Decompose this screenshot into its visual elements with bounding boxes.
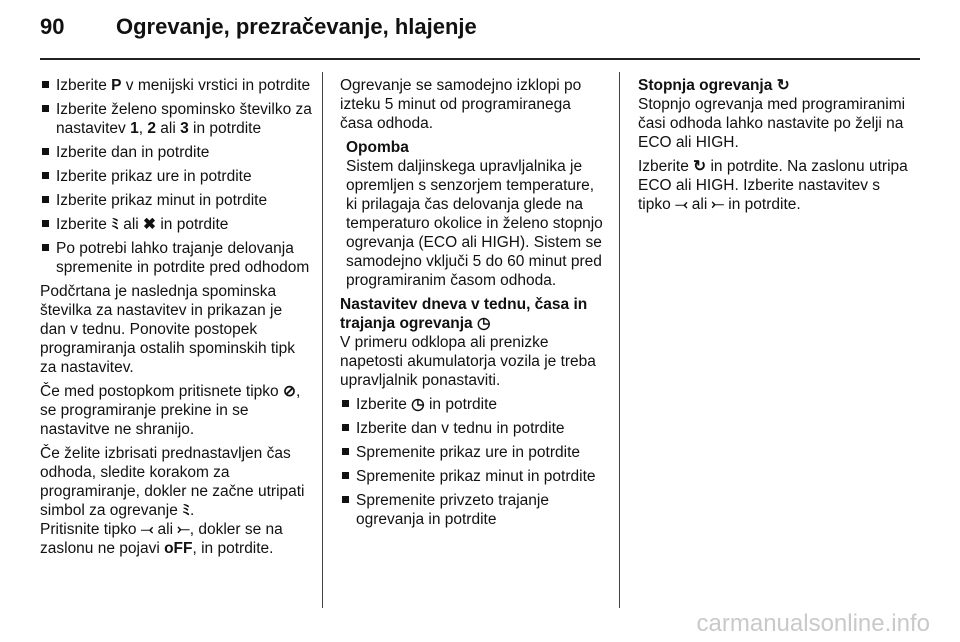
- list-item: Spremenite prikaz ure in potrdite: [340, 443, 606, 462]
- list-item: Izberite dan v tednu in potrdite: [340, 419, 606, 438]
- page-header: [40, 14, 477, 54]
- right-arrow-icon: ⤚: [177, 521, 190, 538]
- heating-icon: ﾐ: [182, 502, 190, 519]
- clock-icon: ◷: [476, 315, 491, 332]
- heating-level-icon: ↻: [693, 158, 707, 175]
- list-item: Spremenite privzeto trajanje ogrevanja in potrdite: [340, 491, 606, 529]
- paragraph: Stopnjo ogrevanja med programiranimi časi odhoda lahko nastavite po želji na ECO ali HIGH.: [638, 96, 906, 151]
- heating-level-icon: ↻: [776, 77, 790, 94]
- column-divider-2: [619, 72, 620, 608]
- note-text: Sistem daljinskega upravljalnika je opremljen s senzorjem temperature, ki prilagaja čas delovanja glede na temperaturo okolice in želeno stopnjo ogrevanja (ECO ali HIGH). Sistem se samodejno vključi 5 do 60 minut pred programiranim časom odhoda.: [346, 158, 603, 289]
- list-item: Izberite dan in potrdite: [40, 143, 312, 162]
- page-title: Ogrevanje, prezračevanje, hlajenje: [116, 14, 477, 39]
- paragraph: Pritisnite tipko ⤙ ali ⤚, dokler se na zaslonu ne pojavi oFF, in potrdite.: [40, 521, 283, 557]
- paragraph: V primeru odklopa ali prenizke napetosti akumulatorja vozila je treba upravljalnik ponastaviti.: [340, 334, 596, 389]
- left-arrow-icon: ⤙: [675, 196, 688, 213]
- list-item: Po potrebi lahko trajanje delovanja spremenite in potrdite pred odhodom: [40, 239, 312, 277]
- heating-icon: ﾐ: [111, 216, 119, 233]
- column-2: [340, 76, 606, 534]
- list-item: Spremenite prikaz minut in potrdite: [340, 467, 606, 486]
- section-heading: Stopnja ogrevanja ↻: [638, 77, 790, 94]
- right-arrow-icon: ⤚: [711, 196, 724, 213]
- list-item: Izberite ◷ in potrdite: [340, 395, 606, 414]
- paragraph: Če med postopkom pritisnete tipko ⊘, se programiranje prekine in se nastavitve ne shranijo.: [40, 383, 301, 438]
- fan-icon: ✖: [143, 216, 157, 233]
- list-item: Izberite prikaz minut in potrdite: [40, 191, 312, 210]
- paragraph: Izberite ↻ in potrdite. Na zaslonu utripa ECO ali HIGH. Izberite nastavitev s tipko ⤙ ali ⤚ in potrdite.: [638, 158, 908, 213]
- paragraph: Podčrtana je naslednja spominska številka za nastavitev in prikazan je dan v tednu. Ponovite postopek programiranja ostalih spominskih tipk za nastavitev.: [40, 283, 296, 376]
- paragraph: Ogrevanje se samodejno izklopi po izteku 5 minut od programiranega časa odhoda.: [340, 77, 582, 132]
- steps-list: [40, 76, 312, 277]
- list-item: Izberite prikaz ure in potrdite: [40, 167, 312, 186]
- list-item: Izberite ﾐ ali ✖ in potrdite: [40, 215, 312, 234]
- column-3: [638, 76, 910, 219]
- list-item: Izberite želeno spominsko številko za nastavitev 1, 2 ali 3 in potrdite: [40, 100, 312, 138]
- power-icon: ⊘: [282, 383, 296, 400]
- left-arrow-icon: ⤙: [140, 521, 154, 538]
- note-title: Opomba: [346, 139, 409, 156]
- note-box: [340, 138, 606, 290]
- clock-icon: ◷: [411, 396, 425, 413]
- column-1: [40, 76, 312, 563]
- steps-list: [340, 395, 606, 529]
- section-heading: Nastavitev dneva v tednu, časa in trajanja ogrevanja ◷: [340, 296, 588, 332]
- page-number: 90: [40, 14, 65, 39]
- list-item: Izberite P v menijski vrstici in potrdite: [40, 76, 312, 95]
- paragraph: Če želite izbrisati prednastavljen čas odhoda, sledite korakom za programiranje, dokler ne začne utripati simbol za ogrevanje ﾐ.: [40, 445, 305, 519]
- header-rule: [40, 58, 920, 60]
- column-divider-1: [322, 72, 323, 608]
- watermark: carmanualsonline.info: [696, 610, 930, 637]
